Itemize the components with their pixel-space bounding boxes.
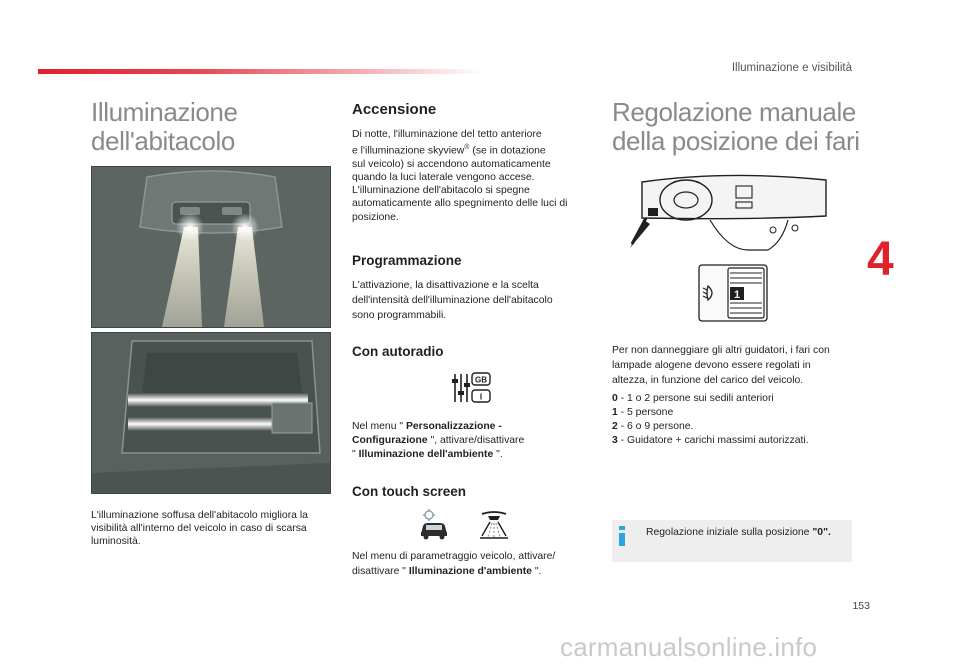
section-title: Illuminazione e visibilità [731,62,852,74]
text-line: quando la luci laterale vengono accese. [352,172,535,184]
headlamp-paragraph [612,343,860,388]
menu-path-bold: Personalizzazione - [405,421,502,432]
left-title-line2: dell'abitacolo [91,126,235,156]
list-item [612,392,862,406]
registered-mark: ® [464,144,470,152]
header-accent-bar [38,69,483,74]
position-text: - 6 o 9 persone. [617,421,694,432]
text-line: sono programmabili. [352,310,447,321]
text-line [352,420,602,434]
left-caption [91,509,336,549]
flag-label-i: I [479,392,483,402]
text-line: L'illuminazione dell'abitacolo si spegne [352,185,530,197]
text-line: dell'intensità dell'illuminazione dell'abitacolo [352,295,553,306]
sliders-icon [450,371,492,405]
heading-accensione: Accensione [352,101,437,118]
menu-path-bold: Configurazione [352,435,428,446]
right-title-line2: della posizione dei fari [612,126,860,156]
right-title-line1: Regolazione manuale [612,97,856,127]
list-item [612,420,862,434]
position-text: - 1 o 2 persone sui sedili anteriori [617,393,774,404]
text-fragment: e l'illuminazione skyview [352,145,465,157]
list-item [612,406,862,420]
text-fragment: (se in dotazione [469,145,546,157]
chapter-number: 4 [867,233,894,286]
dial-position-label: 1 [733,289,741,301]
position-text: - 5 persone [617,407,674,418]
skyview-illustration [92,333,330,493]
left-title-line1: Illuminazione [91,97,238,127]
text-line: Di notte, l'illuminazione del tetto anteriore [352,129,542,140]
text-line [352,448,602,462]
text-line: automaticamente allo spegnimento delle luci di [352,198,568,210]
programmazione-text [352,278,602,323]
text-line [352,434,602,448]
left-title [91,98,238,156]
text-line: lampade alogene devono essere regolati in [612,360,811,371]
caption-line: visibilità all'interno del veicolo in caso di scarsa [91,523,307,535]
skyview-light-photo [91,332,331,494]
text-fragment: ". [531,566,542,577]
accensione-text [352,128,602,224]
position-key: 1 [612,407,618,418]
initial-position-value: "0". [812,527,831,538]
menu-item-bold: Illuminazione d'ambiente [408,566,532,577]
text-line: Nel menu di parametraggio veicolo, attivare/ [352,551,556,562]
headlamp-dial-illustration [698,264,768,322]
info-icon [617,526,627,546]
position-key: 2 [612,421,618,432]
ceiling-light-photo [91,166,331,328]
text-line: L'attivazione, la disattivazione e la scelta [352,280,539,291]
watermark: carmanualsonline.info [560,632,818,662]
text-fragment: Regolazione iniziale sulla posizione [646,527,813,538]
position-text: - Guidatore + carichi massimi autorizzati. [617,435,809,446]
text-line [352,141,602,158]
ambient-light-icon [474,508,514,540]
right-title [612,98,860,156]
text-fragment: ", attivare/disattivare [427,435,525,446]
text-line [352,564,602,579]
touch-screen-icons [418,508,518,540]
text-fragment: ". [493,449,503,460]
text-fragment: disattivare " [352,566,409,577]
autoradio-text [352,420,602,462]
info-note-text [646,527,831,538]
heading-autoradio: Con autoradio [352,344,444,359]
headlamp-dial [698,264,768,322]
text-line: posizione. [352,211,399,223]
caption-line: luminosità. [91,536,141,548]
autoradio-settings-icon [450,371,492,405]
text-line: Per non danneggiare gli altri guidatori, i fari con [612,345,830,356]
heading-programmazione: Programmazione [352,253,462,268]
position-key: 0 [612,393,618,404]
text-line: altezza, in funzione del carico del veicolo. [612,375,804,386]
text-line: sul veicolo) si accendono automaticamente [352,158,551,170]
heading-touch-screen: Con touch screen [352,484,467,499]
dashboard-illustration [628,170,833,252]
page-number: 153 [852,600,870,612]
text-fragment: " [352,449,359,460]
caption-line: L'illuminazione soffusa dell'abitacolo migliora la [91,510,308,521]
ceiling-light-illustration [92,167,330,327]
menu-item-bold: Illuminazione dell'ambiente [358,449,494,460]
flag-label-gb: GB [475,375,487,385]
load-positions-list [612,392,862,448]
touch-screen-text [352,549,602,579]
text-fragment: Nel menu " [352,421,406,432]
list-item [612,434,862,448]
dashboard-drawing [628,170,833,252]
position-key: 3 [612,435,618,446]
